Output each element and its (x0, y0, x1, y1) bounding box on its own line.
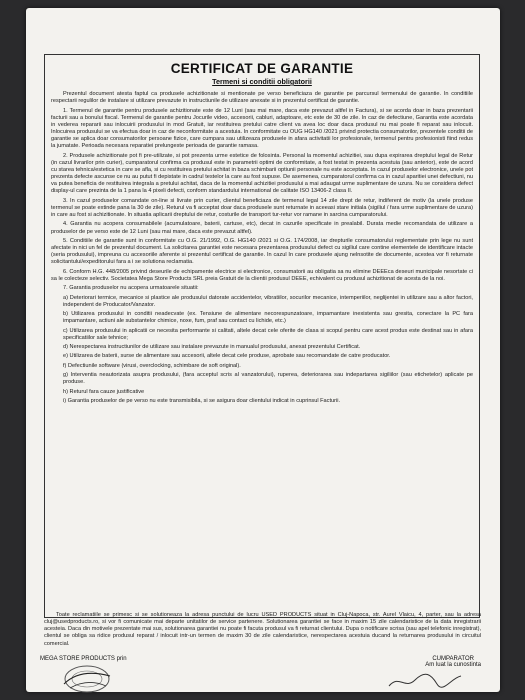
document-subtitle: Termeni si conditii obligatorii (212, 77, 312, 86)
company-stamp-icon (60, 664, 114, 694)
paragraph-7: 7. Garantia produselor nu acopera urmatoarele situatii: (63, 285, 199, 292)
exclusion-item-f: f) Defectiunile software (virusi, overclocking, schimbare de soft original). (63, 362, 241, 369)
buyer-acknowledgement: Am luat la cunostinta (425, 662, 481, 668)
exclusion-item-e: e) Utilizarea de baterii, surse de alimentare sau accesorii, altele decat cele produse, aprobate sau recomandate de catre producator. (63, 353, 391, 360)
exclusion-item-a: a) Deteriorari termice, mecanice si plastice ale produsului datorate accidentelor, vibratiilor, socurilor mecanice, intemperiilor, neglijentei in utilizare sau a altor factori, independent de Producator/Vanzator. (63, 294, 473, 308)
paragraph-intro: Prezentul document atesta faptul ca produsele achizitionate si mentionate pe verso beneficiaza de garantie pe parcursul termenului de garantie. In conditiile respectarii regulilor de instalare si utilizare prevazute in instructiunile de utilizare anexate si in prezentul certificat de garantie. (51, 91, 473, 105)
exclusion-item-c: c) Utilizarea produsului in aplicatii ce necesita performante si calitati, altele decat cele oferite de clasa si scopul pentru care acest produs este destinat sau in afara specificatiilor sale tehnice; (63, 327, 473, 341)
document-title: CERTIFICAT DE GARANTIE (170, 61, 354, 76)
exclusion-item-d: d) Nerespectarea instructiunilor de utilizare sau instalare prevazute in manualul produsului, anexat prezentului Certificat. (63, 344, 361, 351)
closing-paragraph: Toate reclamatiile se primesc si se solutioneaza la adresa punctului de lucru USED PRODUCTS situat in Cluj-Napoca, str. Aurel Vlaicu, 4, parter, sau la adresa cluj@usedproducts.ro, si vor fi comunicate mai departe unitatilor de service partenere. Solutionarea garantiei se face in maxim 15 zile calendaristice de la data inregistrarii acesteia. Daca din motivele prezentate mai sus, solutionarea garantiei nu poate fi facuta produsul va fi returnat clientului. Dupa o notificare scrisa (sau apel telefonic inregistrat), clientul se obliga sa ridice produsul reparat / inlocuit intr-un termen de maxim 30 de zile calendaristice, nerespectarea acestuia ducand la returnarea produsului in circuitul comercial. (44, 612, 481, 647)
paragraph-6: 6. Conform H.G. 448/2005 privind deseurile de echipamente electrice si electronice, consumatorii au obligatia sa nu elimine DEEEca deseuri municipale nesortate ci sa le colecteze selectiv. Societatea Mega Store Products SRL preia Gratuit de la clientii produsul DEEE, echivalent cu produsul achizitionat de acesta de la noi. (51, 268, 473, 282)
warranty-certificate-page (26, 8, 500, 692)
terms-frame (44, 54, 480, 618)
paragraph-1: 1. Termenul de garantie pentru produsele achizitionate este de 12 Luni (sau mai mare, daca este prevazut altfel in Factura), si se acorda doar in baza prezentarii facturii sau a bonului fiscal. Termenul de garantie pentru Jocurile video, accesorii, cabluri, adaptoare, etc este de 30 de zile. In caz de defectiune, Garantia este acordata in vederea repararii sau inlocuirii produsului in mod Gratuit, iar restituirea pretului catre client va avea loc doar daca produsul nu mai poate fi reparat sau inlocuit. Inlocuirea produsului se va efectua doar in caz de neconformitate a acestuia. In conformitate cu OUG HG140 /2021 privind protectia consumatorilor, prezentele conditii de garantie se aplica doar consumatorilor persoane fizice, care cumpara sau utilizeaza produsele in afara activitatii lor profesionale, termenul pentru profesionisti fiind redus la jumatate. Perioada necesara reparatiei prelungeste perioada de garantie ramasa. (51, 107, 473, 150)
exclusion-item-g: g) Interventia neautorizata asupra produsului, (fara acceptul scris al vanzatorului), ruperea, deteriorarea sau indepartarea sigiliilor (sau etichetelor) aplicate pe produse. (63, 372, 473, 386)
terms-body (51, 91, 473, 405)
paragraph-3: 3. In cazul produselor comandate on-line si livrate prin curier, clientul beneficiaza de termenul legal 14 zile drept de retur, indiferent de motiv (la unele produse termenul se poate extinde pana la 30 de zile). Returul va fi acceptat doar daca produsele sunt returnate in aceeasi stare initiala (sigiliul / fara urme suplimentare de uzura) in care au fost si achizitionate. In situatia aplicarii dreptului de retur, costurile de transport tur-retur vor ramane in sarcina cumparatorului. (51, 197, 473, 219)
paragraph-2: 2. Produsele achizitionate pot fi pre-utilizate, si pot prezenta urme estetice de folosinta. Personal la momentul achizitiei, sau dupa expirarea dreptului legal de Retur (in cazul livrarilor prin curier), cumparatorul confirma ca produsul este in parametrii optimi de conformitate, a fost testat in prezenta acestuia (sau anterior), este de acord cu starea tehnica/estetica in care se afla, si cu restituirea pretului achitat in baza schimbarii optiunii personale nu este acceptata. In cazul produselor electronice, unele pot prezenta defecte ascunse ce nu au putut fi depistate in cadrul testelor la care au fost supuse. De asemenea, cumparatorul confirma ca in cazul aparitiei unei defectiuni, nu va putea beneficia de restituirea integrala a pretului achitat, daca de la momentul achizitiei produsului a mai adaugat urme suplimentare de uzura. Nu se considera defect display-ul care prezinta de la 1 pana la 4 pixeli defecti, conform standardului international de calitate ISO 13406-2 clasa II. (51, 152, 473, 195)
paragraph-4: 4. Garantia nu acopera consumabilele (acumulatoare, baterii, cartuse, etc), decat in cazurile specificate in prealabil. Durata medie recomandata de utilizare a produselor de pe verso este de 12 Luni (sau mai mare, daca este prevazut altfel). (51, 221, 473, 235)
buyer-signature-icon (385, 668, 465, 692)
buyer-title: CUMPARATOR (432, 656, 474, 662)
exclusion-item-h: h) Returul fara cauze justificative (63, 388, 145, 395)
buyer-signature-block (425, 656, 481, 668)
paragraph-5: 5. Conditiile de garantie sunt in conformitate cu O.G. 21/1992, O.G. HG140 /2021 si O.G. 174/2008, iar drepturile consumatorului reglementate prin lege nu sunt afectate in nici un fel de prezentul document. La solicitarea garantiei este necesara prezentarea produsului defect cu sigiliul care contine elementele de identificare intacte (seria produsului), impreuna cu accesoriile aferente si prezentul certificat de garantie. In cazul In care produsele ajung nelnsotite de documente, acestea vor fi returnate solicitantului/expeditorului fara a i se solutiona reclamatia. (51, 237, 473, 266)
seller-signature-label: MEGA STORE PRODUCTS prin (40, 656, 127, 662)
exclusion-item-b: b) Utilizarea produsului in conditii neadecvate (ex. Tensiune de alimentare necorespunzatoare, impamantare inexistenta sau gresita, conectare la PC fara impamantare, actiuni ale substantelor chimice, noxe, fum, praf sau contact cu lichide, etc.) (63, 311, 473, 325)
exclusion-item-i: i) Garantia produselor de pe verso nu este transmisibila, si se asigura doar clientului indicat in cuprinsul Facturii. (63, 397, 341, 404)
